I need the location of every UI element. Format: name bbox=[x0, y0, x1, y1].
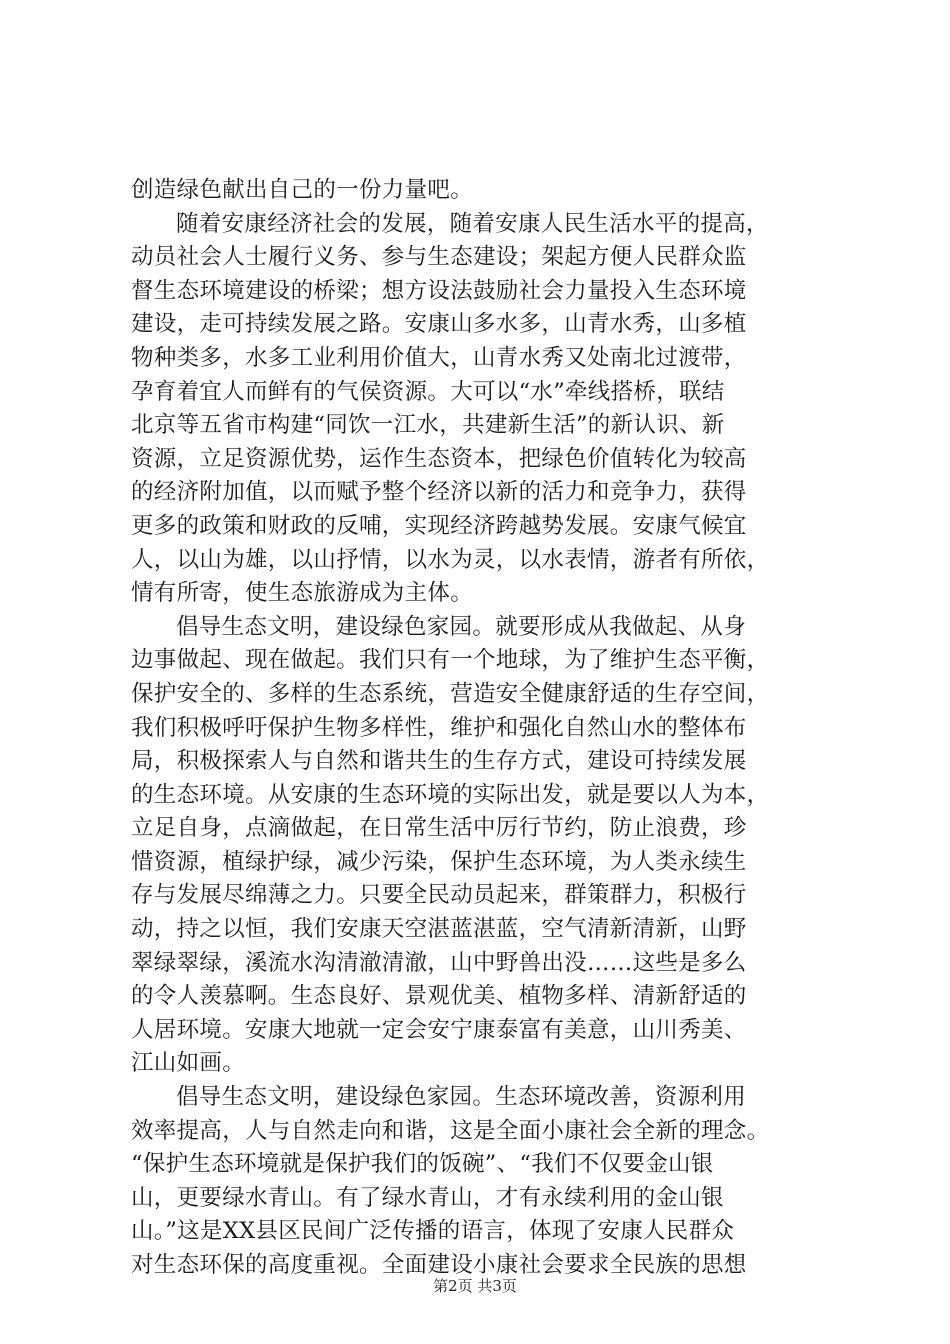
text-line: 存与发展尽绵薄之力。只要全民动员起来，群策群力，积极行 bbox=[131, 882, 747, 909]
text-line: 山，更要绿水青山。有了绿水青山，才有永续利用的金山银 bbox=[131, 1184, 724, 1211]
paragraph-first-line: 随着安康经济社会的发展，随着安康人民生活水平的提高， bbox=[176, 210, 769, 237]
text-line: 的令人羡慕啊。生态良好、景观优美、植物多样、清新舒适的 bbox=[131, 983, 747, 1010]
text-line: 我们积极呼吁保护生物多样性，维护和强化自然山水的整体布 bbox=[131, 714, 747, 741]
text-line: 惜资源，植绿护绿，减少污染，保护生态环境，为人类永续生 bbox=[131, 848, 747, 875]
text-line: 资源，立足资源优势，运作生态资本，把绿色价值转化为较高 bbox=[131, 445, 747, 472]
text-line: 立足自身，点滴做起，在日常生活中厉行节约，防止浪费，珍 bbox=[131, 815, 747, 842]
text-line: 翠绿翠绿，溪流水沟清澈清澈，山中野兽出没……这些是多么 bbox=[131, 949, 747, 976]
text-line: 情有所寄，使生态旅游成为主体。 bbox=[131, 580, 474, 607]
text-line: 动员社会人士履行义务、参与生态建设；架起方便人民群众监 bbox=[131, 244, 747, 271]
text-line: 山。”这是XX县区民间广泛传播的语言，体现了安康人民群众 bbox=[131, 1218, 735, 1245]
text-line: 北京等五省市构建“同饮一江水，共建新生活”的新认识、新 bbox=[131, 412, 725, 439]
text-line: 的生态环境。从安康的生态环境的实际出发，就是要以人为本， bbox=[131, 781, 770, 808]
page-footer: 第2页 共3页 bbox=[433, 1277, 517, 1295]
text-line: 的经济附加值，以而赋予整个经济以新的活力和竞争力，获得 bbox=[131, 479, 747, 506]
text-line: 人居环境。安康大地就一定会安宁康泰富有美意，山川秀美、 bbox=[131, 1016, 747, 1043]
document-body bbox=[131, 174, 821, 1283]
text-line: 人，以山为雄，以山抒情，以水为灵，以水表情，游者有所依， bbox=[131, 546, 770, 573]
text-line: 江山如画。 bbox=[131, 1050, 246, 1077]
text-line: 对生态环保的高度重视。全面建设小康社会要求全民族的思想 bbox=[131, 1252, 747, 1278]
paragraph-first-line: 倡导生态文明，建设绿色家园。就要形成从我做起、从身 bbox=[176, 613, 747, 640]
text-line: 保护安全的、多样的生态系统，营造安全健康舒适的生存空间， bbox=[131, 680, 770, 707]
text-line: 物种类多，水多工业利用价值大，山青水秀又处南北过渡带， bbox=[131, 344, 747, 371]
text-line: 孕育着宜人而鲜有的气侯资源。大可以“水”牵线搭桥，联结 bbox=[131, 378, 725, 405]
text-line: 创造绿色献出自己的一份力量吧。 bbox=[131, 177, 474, 203]
text-line: 效率提高，人与自然走向和谐，这是全面小康社会全新的理念。 bbox=[131, 1117, 770, 1144]
paragraph-first-line: 倡导生态文明，建设绿色家园。生态环境改善，资源利用 bbox=[176, 1084, 747, 1111]
text-line: 动，持之以恒，我们安康天空湛蓝湛蓝，空气清新清新，山野 bbox=[131, 916, 747, 943]
text-line: 建设，走可持续发展之路。安康山多水多，山青水秀，山多植 bbox=[131, 311, 747, 338]
text-line: 督生态环境建设的桥梁；想方设法鼓励社会力量投入生态环境 bbox=[131, 277, 747, 304]
text-line: “保护生态环境就是保护我们的饭碗”、“我们不仅要金山银 bbox=[131, 1151, 714, 1178]
text-line: 局，积极探索人与自然和谐共生的生存方式，建设可持续发展 bbox=[131, 748, 747, 775]
text-line: 更多的政策和财政的反哺，实现经济跨越势发展。安康气候宜 bbox=[131, 512, 747, 539]
text-line: 边事做起、现在做起。我们只有一个地球，为了维护生态平衡， bbox=[131, 647, 770, 674]
